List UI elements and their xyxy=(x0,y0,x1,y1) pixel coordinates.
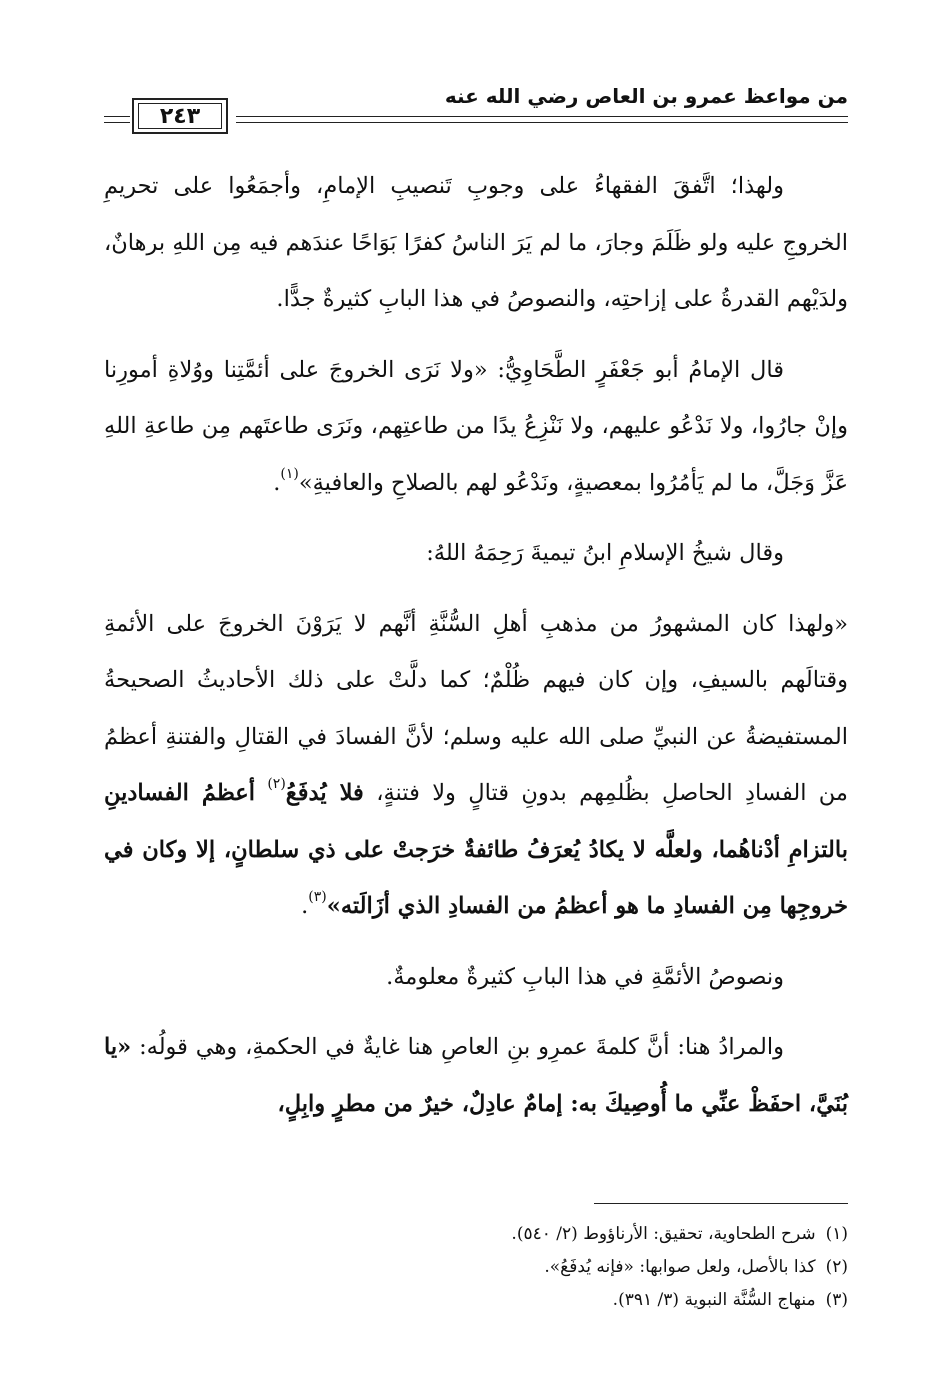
footnote xyxy=(88,1284,848,1317)
main-text xyxy=(104,158,848,1146)
quote-bold-text: فلا يُدفَعُ xyxy=(285,780,364,806)
header-rule xyxy=(104,116,130,117)
header-rule xyxy=(236,116,848,117)
page-header xyxy=(104,78,848,134)
paragraph-text: قال الإمامُ أبو جَعْفَرٍ الطَّحَاوِيُّ: «ولا نَرَى الخروجَ على أئمَّتِنا ووُلاةِ أمورِنا وإنْ جارُوا، ولا نَدْعُو عليهم، ولا نَنْزِعُ يدًا من طاعتِهم، ونَرَى طاعتَهم مِن طاعةِ اللهِ عَزَّ وَجَلَّ، ما لم يَأمُرُوا بمعصيةٍ، ونَدْعُو لهم بالصلاحِ والعافيةِ» xyxy=(104,356,848,496)
footnote-number: (١) xyxy=(825,1224,848,1244)
paragraph-text: والمرادُ هنا: أنَّ كلمةَ عمرِو بنِ العاصِ هنا غايةٌ في الحكمةِ، وهي قولُه: xyxy=(139,1034,784,1060)
quote-paragraph: «ولهذا كان المشهورُ من مذهبِ أهلِ السُّنَّةِ أنَّهم لا يَرَوْنَ الخروجَ على الأئمةِ وقتالَهم بالسيفِ، وإن كان فيهم ظُلْمٌ؛ كما دلَّتْ على ذلك الأحاديثُ الصحيحةُ المستفيضةُ عن النبيِّ صلى الله عليه وسلم؛ لأنَّ الفسادَ في القتالِ والفتنةِ أعظمُ من الفسادِ الحاصلِ بظُلمِهم بدونِ قتالٍ ولا فتنةٍ، فلا يُدفَعُ$^{(٢)}$ أعظمُ الفسادينِ بالتزامِ أدْناهُما، ولعلَّه لا يكادُ يُعرَفُ طائفةٌ خرَجتْ على ذي سلطانٍ، إلا وكان في خروجِها مِن الفسادِ ما هو أعظمُ من الفسادِ الذي أزَالَته»$^{(٣)}$. xyxy=(104,610,848,919)
paragraph: وقال شيخُ الإسلامِ ابنُ تيميةَ رَحِمَهُ اللهُ: xyxy=(426,540,784,566)
footnote-number: (٢) xyxy=(825,1257,848,1277)
footnote-separator xyxy=(594,1203,848,1204)
paragraph: قال الإمامُ أبو جَعْفَرٍ الطَّحَاوِيُّ: «ولا نَرَى الخروجَ على أئمَّتِنا ووُلاةِ أمورِنا وإنْ جارُوا، ولا نَدْعُو عليهم، ولا نَنْزِعُ يدًا من طاعتِهم، ونَرَى طاعتَهم مِن طاعةِ اللهِ عَزَّ وَجَلَّ، ما لم يَأمُرُوا بمعصيةٍ، ونَدْعُو لهم بالصلاحِ والعافيةِ»$^{(١)}$. xyxy=(104,356,848,496)
footnote-text: كذا بالأصل، ولعل صوابها: «فإنه يُدفَعُ». xyxy=(544,1257,816,1277)
running-title: من مواعظ عمرو بن العاص رضي الله عنه xyxy=(444,84,848,108)
quote-text: «ولهذا كان المشهورُ من مذهبِ أهلِ السُّنَّةِ أنَّهم لا يَرَوْنَ الخروجَ على الأئمةِ وقتالَهم بالسيفِ، وإن كان فيهم ظُلْمٌ؛ كما دلَّتْ على ذلك الأحاديثُ الصحيحةُ المستفيضةُ عن النبيِّ صلى الله عليه وسلم؛ لأنَّ الفسادَ في القتالِ والفتنةِ أعظمُ من الفسادِ الحاصلِ بظُلمِهم بدونِ قتالٍ ولا فتنةٍ، xyxy=(104,610,848,806)
footnote-text: شرح الطحاوية، تحقيق: الأرناؤوط (٢/ ٥٤٠). xyxy=(511,1224,816,1244)
footnote-ref: (٢) xyxy=(267,776,286,792)
footnote xyxy=(88,1251,848,1284)
paragraph: ونصوصُ الأئمَّةِ في هذا البابِ كثيرةٌ معلومةٌ. xyxy=(386,963,784,990)
footnotes xyxy=(88,1218,848,1317)
header-rule xyxy=(236,122,848,123)
header-rule xyxy=(104,122,130,123)
quote-bold-text: أعظمُ الفسادينِ بالتزامِ أدْناهُما، ولعلَّه لا يكادُ يُعرَفُ طائفةٌ خرَجتْ على ذي سلطانٍ، إلا وكان في خروجِها مِن الفسادِ ما هو أعظمُ من الفسادِ الذي أزَالَته» xyxy=(104,780,848,919)
page-number: ٢٤٣ xyxy=(138,103,222,129)
paragraph xyxy=(104,1019,848,1132)
footnote xyxy=(88,1218,848,1251)
footnote-number: (٣) xyxy=(825,1290,848,1310)
footnote-ref: (١) xyxy=(280,465,299,482)
page-number-frame xyxy=(132,98,228,134)
paragraph: ولهذا؛ اتَّفقَ الفقهاءُ على وجوبِ تَنصيبِ الإمامِ، وأجمَعُوا على تحريمِ الخروجِ عليه ولو ظَلَمَ وجارَ، ما لم يَرَ الناسُ كفرًا بَوَاحًا عندَهم فيه مِن اللهِ برهانٌ، ولدَيْهم القدرةُ على إزاحتِه، والنصوصُ في هذا البابِ كثيرةٌ جدًّا. xyxy=(104,173,848,312)
footnote-ref: (٣) xyxy=(308,889,327,905)
quote-bold-text: «يا بُنَيَّ، احفَظْ عنِّي ما أُوصِيكَ به: إمامٌ عادِلٌ، خيرٌ من مطرٍ وابِلٍ، xyxy=(104,1034,848,1117)
footnote-text: منهاج السُّنَّة النبوية (٣/ ٣٩١). xyxy=(612,1290,816,1310)
